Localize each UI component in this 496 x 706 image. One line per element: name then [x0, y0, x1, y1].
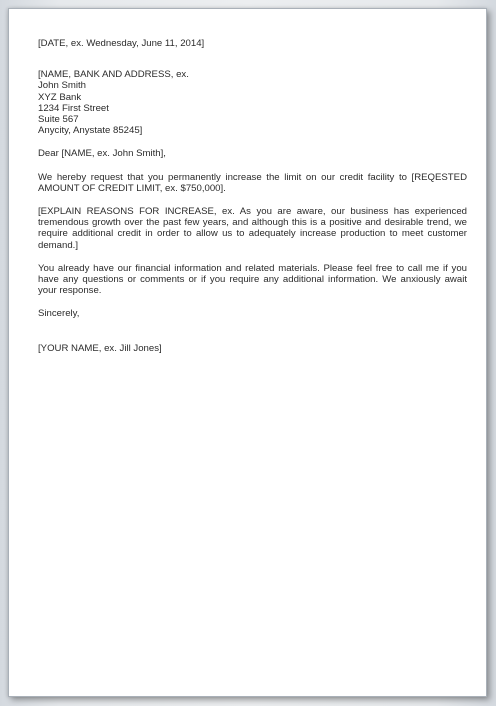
- address-line: 1234 First Street: [38, 102, 109, 114]
- letter-date: [DATE, ex. Wednesday, June 11, 2014]: [38, 38, 205, 49]
- letter-sheet: [8, 8, 487, 697]
- address-line: John Smith: [38, 80, 86, 92]
- letter-closing: Sincerely,: [38, 308, 80, 320]
- request-paragraph: We hereby request that you permanently increase the limit on our credit facility to [REQESTED AMOUNT OF CREDIT LIMIT, ex. $750,000].: [38, 171, 467, 194]
- address-line: Anycity, Anystate 85245]: [38, 125, 143, 137]
- letter-signature: [YOUR NAME, ex. Jill Jones]: [38, 342, 162, 354]
- letter-body: [38, 38, 467, 354]
- address-line: Suite 567: [38, 114, 79, 126]
- closing-paragraph: You already have our financial information and related materials. Please feel free to call me if you have any questions or comments or if you require any additional information. We anxiously await your response.: [38, 262, 467, 297]
- address-line: XYZ Bank: [38, 91, 82, 103]
- address-line: [NAME, BANK AND ADDRESS, ex.: [38, 69, 189, 81]
- recipient-address: [38, 69, 467, 136]
- reasons-paragraph: [EXPLAIN REASONS FOR INCREASE, ex. As you are aware, our business has experienced tremendous growth over the past few years, and although this is a positive and desirable trend, we require additional credit in order to allow us to adequately increase production to meet customer demand.]: [38, 206, 467, 251]
- letter-greeting: Dear [NAME, ex. John Smith],: [38, 148, 166, 160]
